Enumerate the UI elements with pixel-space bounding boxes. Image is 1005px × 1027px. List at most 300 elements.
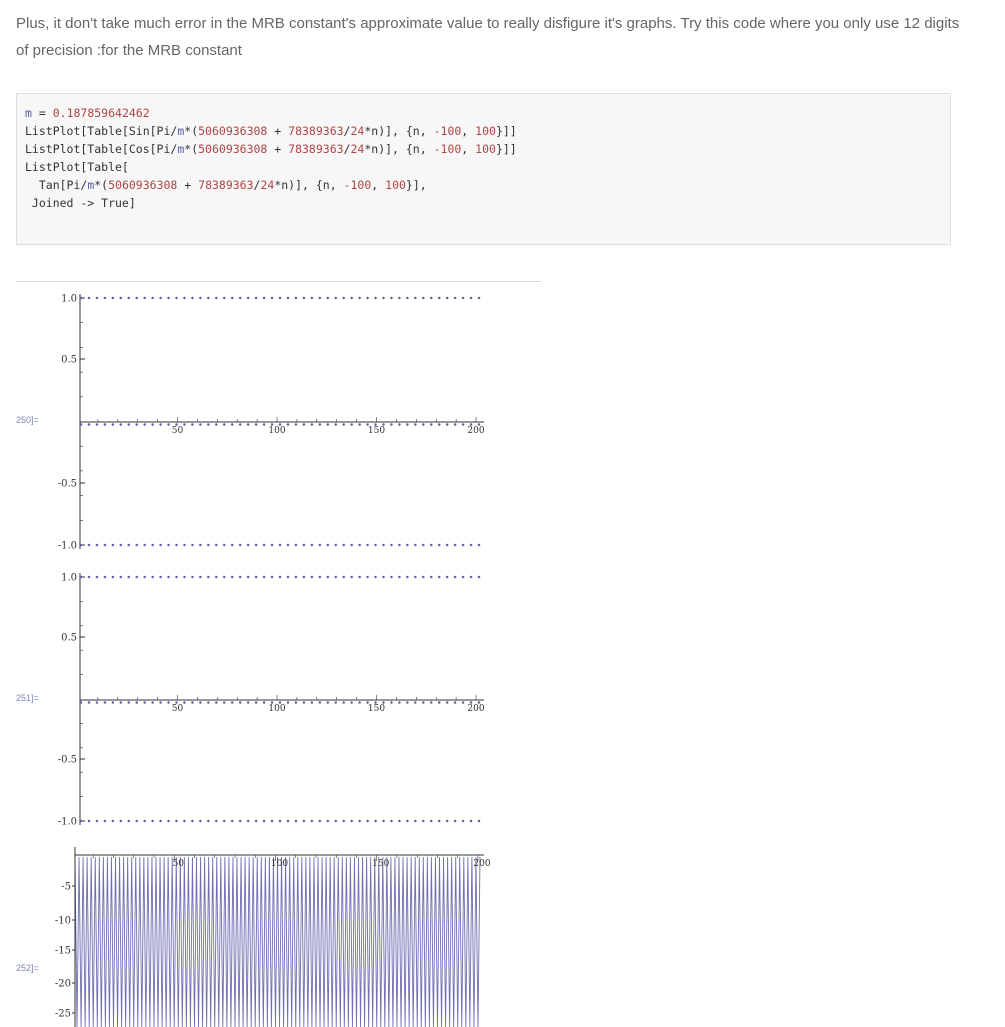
- data-point: [446, 544, 449, 547]
- data-point: [462, 576, 465, 579]
- data-point: [175, 820, 178, 823]
- data-point: [366, 820, 369, 823]
- data-point: [422, 544, 425, 547]
- data-point: [247, 820, 250, 823]
- data-point: [151, 544, 154, 547]
- data-point: [358, 701, 361, 704]
- data-point: [454, 423, 457, 426]
- data-point: [135, 544, 138, 547]
- data-point: [430, 297, 433, 300]
- data-point: [263, 701, 266, 704]
- data-point: [470, 544, 473, 547]
- data-point: [366, 576, 369, 579]
- y-tick-label: -25: [54, 1008, 71, 1020]
- data-point: [167, 701, 170, 704]
- data-point: [334, 576, 337, 579]
- data-point: [96, 701, 99, 704]
- data-point: [167, 297, 170, 300]
- data-point: [374, 576, 377, 579]
- data-point: [255, 544, 258, 547]
- data-point: [311, 544, 314, 547]
- data-point: [390, 820, 393, 823]
- data-point: [398, 701, 401, 704]
- data-point: [120, 423, 123, 426]
- data-point: [350, 701, 353, 704]
- data-point: [438, 544, 441, 547]
- data-point: [382, 576, 385, 579]
- data-point: [414, 544, 417, 547]
- data-point: [295, 820, 298, 823]
- data-point: [159, 820, 162, 823]
- data-point: [406, 544, 409, 547]
- data-point: [334, 701, 337, 704]
- data-point: [88, 701, 91, 704]
- data-point: [342, 701, 345, 704]
- data-point: [96, 820, 99, 823]
- data-point: [398, 423, 401, 426]
- data-point: [438, 576, 441, 579]
- y-tick-label: -20: [54, 978, 71, 990]
- data-point: [382, 820, 385, 823]
- y-tick-label: 1.0: [61, 572, 77, 584]
- data-point: [342, 423, 345, 426]
- data-point: [215, 423, 218, 426]
- data-point: [319, 576, 322, 579]
- data-point: [358, 297, 361, 300]
- data-point: [88, 423, 91, 426]
- data-point: [271, 544, 274, 547]
- data-point: [295, 576, 298, 579]
- data-point: [88, 576, 91, 579]
- data-point: [247, 423, 250, 426]
- data-point: [239, 297, 242, 300]
- data-point: [207, 544, 210, 547]
- data-point: [454, 701, 457, 704]
- code-line-6: Joined -> True]: [25, 196, 136, 210]
- data-point: [120, 820, 123, 823]
- data-point: [120, 576, 123, 579]
- data-point: [120, 701, 123, 704]
- data-point: [303, 576, 306, 579]
- data-point: [438, 701, 441, 704]
- code-line-3: ListPlot[Table[Cos[Pi/m*(5060936308 + 78389363/24*n)], {n, -100, 100}]]: [25, 142, 517, 156]
- data-point: [112, 701, 115, 704]
- data-point: [454, 544, 457, 547]
- data-point: [454, 297, 457, 300]
- data-point: [96, 297, 99, 300]
- data-point: [159, 423, 162, 426]
- code-line-5: Tan[Pi/m*(5060936308 + 78389363/24*n)], {n, -100, 100}],: [25, 178, 427, 192]
- data-point: [112, 423, 115, 426]
- data-point: [191, 297, 194, 300]
- data-point: [406, 820, 409, 823]
- data-point: [406, 423, 409, 426]
- data-point: [454, 820, 457, 823]
- y-tick-label: -5: [61, 881, 71, 893]
- data-point: [175, 576, 178, 579]
- code-line-1: m = 0.187859642462: [25, 106, 150, 120]
- data-point: [319, 820, 322, 823]
- data-point: [255, 423, 258, 426]
- data-point: [223, 544, 226, 547]
- data-point: [183, 820, 186, 823]
- data-point: [135, 297, 138, 300]
- data-point: [422, 576, 425, 579]
- data-point: [239, 544, 242, 547]
- data-point: [231, 701, 234, 704]
- data-point: [311, 820, 314, 823]
- data-point: [191, 576, 194, 579]
- data-point: [279, 544, 282, 547]
- data-point: [438, 423, 441, 426]
- data-point: [88, 820, 91, 823]
- data-point: [199, 576, 202, 579]
- data-point: [215, 701, 218, 704]
- data-point: [191, 544, 194, 547]
- data-point: [287, 297, 290, 300]
- y-tick-label: 1.0: [61, 293, 77, 305]
- data-point: [167, 544, 170, 547]
- y-tick-label: -10: [54, 915, 71, 927]
- data-point: [167, 423, 170, 426]
- data-point: [406, 297, 409, 300]
- data-point: [112, 544, 115, 547]
- data-point: [350, 820, 353, 823]
- data-point: [135, 576, 138, 579]
- data-point: [183, 297, 186, 300]
- data-point: [135, 820, 138, 823]
- data-point: [422, 423, 425, 426]
- data-point: [462, 544, 465, 547]
- data-point: [263, 297, 266, 300]
- data-point: [271, 820, 274, 823]
- data-point: [430, 423, 433, 426]
- data-point: [231, 820, 234, 823]
- data-point: [104, 544, 107, 547]
- x-tick-label: 50: [171, 426, 184, 436]
- data-point: [223, 820, 226, 823]
- data-point: [287, 423, 290, 426]
- data-point: [199, 423, 202, 426]
- data-point: [247, 544, 250, 547]
- data-point: [287, 544, 290, 547]
- data-point: [462, 701, 465, 704]
- data-point: [239, 701, 242, 704]
- data-point: [223, 701, 226, 704]
- data-point: [287, 701, 290, 704]
- x-tick-label: 200: [467, 426, 485, 436]
- data-point: [263, 544, 266, 547]
- data-point: [223, 297, 226, 300]
- data-point: [446, 701, 449, 704]
- data-point: [398, 820, 401, 823]
- data-point: [414, 701, 417, 704]
- data-point: [390, 544, 393, 547]
- data-point: [128, 701, 131, 704]
- data-point: [96, 423, 99, 426]
- data-point: [414, 820, 417, 823]
- data-point: [143, 297, 146, 300]
- tan-series-line: [75, 857, 480, 1027]
- data-point: [135, 423, 138, 426]
- data-point: [414, 576, 417, 579]
- data-point: [80, 820, 83, 823]
- data-point: [350, 544, 353, 547]
- data-point: [255, 701, 258, 704]
- x-tick-label: 200: [473, 859, 491, 869]
- data-point: [470, 576, 473, 579]
- y-tick-label: 0.5: [61, 632, 77, 644]
- data-point: [247, 701, 250, 704]
- data-point: [279, 576, 282, 579]
- data-point: [175, 544, 178, 547]
- data-point: [207, 820, 210, 823]
- plot-2: [80, 573, 484, 825]
- data-point: [470, 297, 473, 300]
- data-point: [191, 701, 194, 704]
- data-point: [104, 701, 107, 704]
- data-point: [342, 576, 345, 579]
- data-point: [167, 820, 170, 823]
- data-point: [295, 544, 298, 547]
- data-point: [398, 544, 401, 547]
- data-point: [191, 820, 194, 823]
- data-point: [358, 576, 361, 579]
- data-point: [430, 701, 433, 704]
- x-tick-label: 100: [268, 704, 286, 714]
- data-point: [350, 576, 353, 579]
- data-point: [327, 701, 330, 704]
- data-point: [374, 820, 377, 823]
- data-point: [327, 820, 330, 823]
- data-point: [319, 701, 322, 704]
- data-point: [374, 297, 377, 300]
- data-point: [88, 544, 91, 547]
- x-tick-label: 50: [172, 859, 184, 869]
- data-point: [199, 820, 202, 823]
- data-point: [128, 544, 131, 547]
- data-point: [80, 423, 83, 426]
- data-point: [342, 820, 345, 823]
- data-point: [303, 423, 306, 426]
- data-point: [207, 423, 210, 426]
- code-line-2: ListPlot[Table[Sin[Pi/m*(5060936308 + 78389363/24*n)], {n, -100, 100}]]: [25, 124, 517, 138]
- data-point: [247, 297, 250, 300]
- data-point: [199, 297, 202, 300]
- data-point: [231, 297, 234, 300]
- data-point: [327, 576, 330, 579]
- data-point: [406, 701, 409, 704]
- data-point: [255, 297, 258, 300]
- output-label-250: 250]=: [16, 415, 39, 425]
- data-point: [112, 820, 115, 823]
- data-point: [319, 423, 322, 426]
- data-point: [263, 576, 266, 579]
- data-point: [207, 701, 210, 704]
- data-point: [215, 576, 218, 579]
- data-point: [151, 423, 154, 426]
- data-point: [366, 544, 369, 547]
- data-point: [311, 297, 314, 300]
- data-point: [295, 297, 298, 300]
- data-point: [271, 297, 274, 300]
- data-point: [143, 544, 146, 547]
- data-point: [462, 820, 465, 823]
- data-point: [199, 701, 202, 704]
- data-point: [279, 820, 282, 823]
- data-point: [215, 544, 218, 547]
- output-label-251: 251]=: [16, 693, 39, 703]
- code-line-4: ListPlot[Table[: [25, 160, 129, 174]
- data-point: [390, 701, 393, 704]
- data-point: [151, 576, 154, 579]
- data-point: [374, 544, 377, 547]
- data-point: [104, 297, 107, 300]
- data-point: [191, 423, 194, 426]
- data-point: [462, 423, 465, 426]
- data-point: [327, 297, 330, 300]
- data-point: [255, 820, 258, 823]
- intro-paragraph: Plus, it don't take much error in the MRB constant's approximate value to really disfigure it's graphs. Try this code where you only use 12 digits of precision :for the MRB constant: [16, 15, 960, 59]
- y-tick-label: -15: [54, 945, 71, 957]
- data-point: [151, 820, 154, 823]
- data-point: [462, 297, 465, 300]
- data-point: [199, 544, 202, 547]
- data-point: [422, 297, 425, 300]
- x-tick-label: 200: [467, 704, 485, 714]
- data-point: [390, 576, 393, 579]
- data-point: [295, 423, 298, 426]
- data-point: [342, 544, 345, 547]
- data-point: [366, 297, 369, 300]
- data-point: [390, 297, 393, 300]
- x-tick-label: 150: [367, 704, 386, 714]
- data-point: [327, 423, 330, 426]
- y-tick-label: -0.5: [57, 754, 77, 766]
- data-point: [334, 423, 337, 426]
- data-point: [239, 820, 242, 823]
- data-point: [430, 576, 433, 579]
- x-tick-label: 150: [367, 426, 386, 436]
- data-point: [96, 544, 99, 547]
- data-point: [327, 544, 330, 547]
- data-point: [223, 423, 226, 426]
- data-point: [454, 576, 457, 579]
- data-point: [422, 701, 425, 704]
- data-point: [358, 820, 361, 823]
- data-point: [128, 297, 131, 300]
- x-tick-label: 150: [372, 859, 390, 869]
- data-point: [104, 576, 107, 579]
- data-point: [159, 544, 162, 547]
- y-tick-label: -1.0: [57, 540, 77, 552]
- data-point: [255, 576, 258, 579]
- data-point: [334, 820, 337, 823]
- data-point: [414, 423, 417, 426]
- data-point: [350, 423, 353, 426]
- data-point: [430, 544, 433, 547]
- plot-3: [72, 847, 484, 1027]
- y-tick-label: -1.0: [57, 816, 77, 828]
- data-point: [247, 576, 250, 579]
- data-point: [104, 820, 107, 823]
- data-point: [470, 820, 473, 823]
- data-point: [263, 820, 266, 823]
- data-point: [112, 576, 115, 579]
- data-point: [334, 297, 337, 300]
- data-point: [334, 544, 337, 547]
- data-point: [382, 544, 385, 547]
- data-point: [215, 820, 218, 823]
- data-point: [135, 701, 138, 704]
- data-point: [231, 544, 234, 547]
- data-point: [112, 297, 115, 300]
- data-point: [311, 423, 314, 426]
- data-point: [128, 820, 131, 823]
- data-point: [446, 423, 449, 426]
- data-point: [231, 423, 234, 426]
- data-point: [143, 423, 146, 426]
- data-point: [319, 544, 322, 547]
- x-tick-label: 100: [268, 426, 286, 436]
- data-point: [151, 701, 154, 704]
- data-point: [183, 544, 186, 547]
- data-point: [478, 544, 481, 547]
- data-point: [239, 423, 242, 426]
- plot-1: [80, 294, 484, 549]
- data-point: [80, 544, 83, 547]
- data-point: [358, 544, 361, 547]
- data-point: [128, 423, 131, 426]
- data-point: [358, 423, 361, 426]
- data-point: [215, 297, 218, 300]
- data-point: [96, 576, 99, 579]
- x-tick-label: 100: [270, 859, 289, 869]
- data-point: [207, 576, 210, 579]
- data-point: [390, 423, 393, 426]
- data-point: [104, 423, 107, 426]
- data-point: [406, 576, 409, 579]
- y-tick-label: 0.5: [61, 354, 77, 366]
- data-point: [183, 701, 186, 704]
- data-point: [446, 297, 449, 300]
- data-point: [303, 297, 306, 300]
- data-point: [183, 423, 186, 426]
- data-point: [398, 297, 401, 300]
- data-point: [311, 576, 314, 579]
- output-label-252: 252]=: [16, 963, 39, 973]
- data-point: [175, 297, 178, 300]
- data-point: [287, 820, 290, 823]
- data-point: [239, 576, 242, 579]
- data-point: [143, 820, 146, 823]
- data-point: [80, 576, 83, 579]
- x-tick-label: 50: [171, 704, 184, 714]
- data-point: [311, 701, 314, 704]
- data-point: [120, 297, 123, 300]
- data-point: [422, 820, 425, 823]
- data-point: [207, 297, 210, 300]
- data-point: [446, 820, 449, 823]
- data-point: [88, 297, 91, 300]
- data-point: [80, 701, 83, 704]
- data-point: [159, 576, 162, 579]
- data-point: [151, 297, 154, 300]
- data-point: [319, 297, 322, 300]
- data-point: [382, 297, 385, 300]
- data-point: [263, 423, 266, 426]
- data-point: [438, 820, 441, 823]
